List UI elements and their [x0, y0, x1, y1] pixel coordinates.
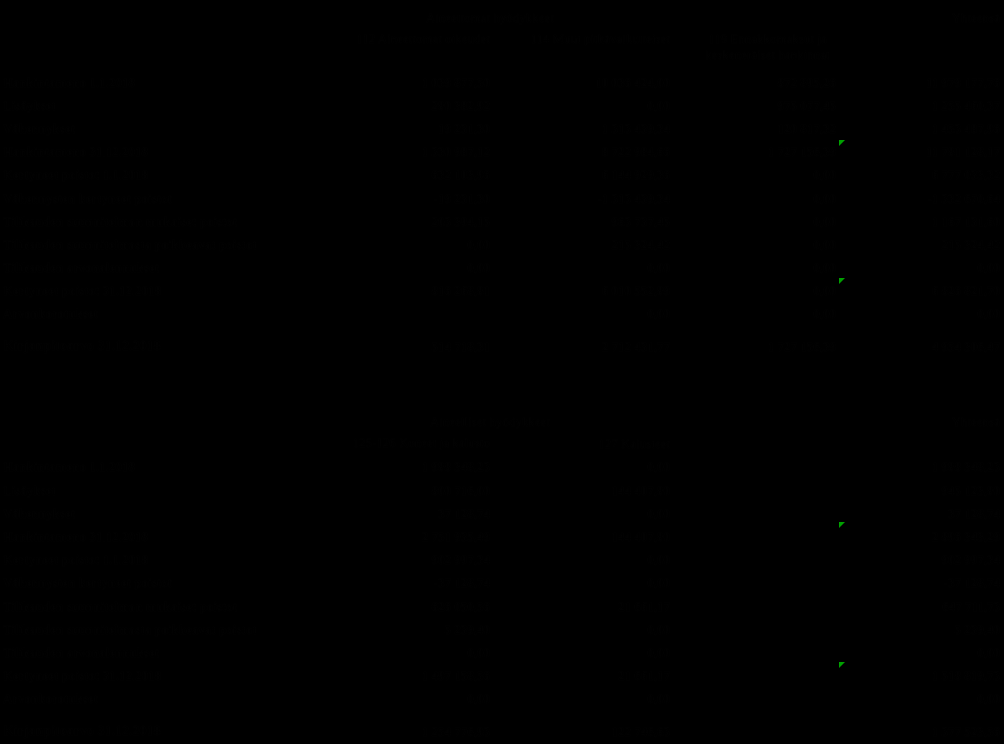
row-label: Arvonkorotukset	[3, 691, 99, 706]
cell-col3[interactable]: 120 817,32	[777, 121, 836, 136]
cell-col2[interactable]: -1 313 439,34	[597, 191, 670, 206]
cell-col2[interactable]: 0,00	[647, 645, 670, 660]
row-label: Tilikauden suunnitelmasta poikkeavat poistot	[3, 622, 257, 637]
cell-col3[interactable]: 0,00	[813, 191, 836, 206]
cell-col2[interactable]: 0,00	[647, 552, 670, 567]
cell-total[interactable]: 0,00	[977, 645, 1000, 660]
row-label: Kertyneet poistot 1.1.2018	[3, 167, 149, 182]
comment-indicator[interactable]	[839, 140, 845, 146]
row-label: Lisäykset	[3, 98, 56, 113]
row-label: Kertyneet poistot 31.12.2018	[3, 283, 162, 298]
row-label: Tilikauden arvonalennukset	[3, 645, 160, 660]
cell-total[interactable]: 0,00	[977, 260, 1000, 275]
cell-col1[interactable]: 0,00	[467, 260, 490, 275]
cell-col1[interactable]: 280 382,92	[431, 98, 490, 113]
cell-col2[interactable]: 1 313 439,34	[601, 121, 670, 136]
row-label: Vähennykset	[3, 121, 76, 136]
cell-total[interactable]: 6 826 821,70	[931, 283, 1000, 298]
cell-col1[interactable]: 19 231,30	[438, 121, 490, 136]
cell-col2[interactable]: 122 746,63	[611, 724, 670, 739]
cell-total[interactable]: 0,00	[977, 691, 1000, 706]
cell-total[interactable]: 5 239,40	[954, 622, 1000, 637]
cell-total[interactable]: 2 896 343,29	[931, 529, 1000, 544]
cell-col2[interactable]: 144 407,80	[611, 483, 670, 498]
cell-col2[interactable]: 10 036 424,00	[595, 75, 670, 90]
row-label: Vähennykset	[3, 506, 76, 521]
cell-total[interactable]: 1 377 523,56	[931, 724, 1000, 739]
cell-total[interactable]: 1 167 131,60	[931, 214, 1000, 229]
row-label: Kertyneet poistot 31.12.2018	[3, 668, 162, 683]
cell-col1[interactable]: 632 103,96	[431, 167, 490, 182]
s1-col1-header: 112 Aineettomat oikeudet	[356, 31, 490, 46]
cell-col1[interactable]: 902 997,34	[431, 552, 490, 567]
cell-col1[interactable]: 203 394,15	[431, 214, 490, 229]
cell-col3[interactable]: 0,00	[813, 214, 836, 229]
cell-total[interactable]: 11 979 177,76	[925, 75, 1000, 90]
cell-total[interactable]: 1 518 819,73	[931, 668, 1000, 683]
cell-col3[interactable]: 975 077,45	[777, 98, 836, 113]
cell-col3[interactable]: 0,00	[813, 283, 836, 298]
cell-col2[interactable]: 2 712 431,77	[601, 339, 670, 354]
cell-col1[interactable]: 37 128,74	[438, 506, 490, 521]
cell-total[interactable]: 215 324,42	[941, 237, 1000, 252]
cell-col3[interactable]: 0,00	[813, 237, 836, 252]
cell-col1[interactable]: 1 039 877,50	[421, 75, 490, 90]
cell-col3[interactable]: 0,00	[813, 260, 836, 275]
cell-col2[interactable]: 215 324,42	[611, 237, 670, 252]
cell-col1[interactable]: -37 128,74	[433, 575, 490, 590]
cell-total[interactable]: 1 988 348,23	[931, 459, 1000, 474]
cell-col2[interactable]: 6 144 929,36	[601, 167, 670, 182]
s1-col2-header: 114 Muut pitkävaikutteiset	[530, 31, 670, 46]
cell-col2[interactable]: 21 661,17	[618, 668, 670, 683]
s1-col3-header-line1: 119 Ennakkomaksut ja	[708, 31, 827, 46]
comment-indicator[interactable]	[839, 662, 845, 668]
s2-col1-header: 125-126 Koneet ja kalusto	[352, 435, 490, 450]
row-label: Tilikauden suunnitelman mukaiset poistot	[3, 599, 238, 614]
s1-col3-header-line2: keskeneräiset hankinnat	[705, 47, 830, 62]
s2-group-header: Aineelliset hyödykkeet	[429, 414, 551, 429]
cell-col3[interactable]: 1 727 156,39	[767, 144, 836, 159]
cell-total[interactable]: 647 711,73	[942, 599, 1000, 614]
row-label: Tilikauden suunnitelmasta poikkeavat poistot	[3, 237, 257, 252]
cell-col1[interactable]: -19 231,30	[433, 191, 490, 206]
cell-total[interactable]: 0,00	[977, 306, 1000, 321]
row-label: Hankintameno 31.12.2018	[3, 144, 148, 159]
s2-col2-header: 127 Kalusteet	[598, 436, 670, 451]
cell-col1[interactable]: 2 751 935,49	[421, 529, 490, 544]
cell-col2[interactable]: 0,00	[647, 575, 670, 590]
cell-col2[interactable]: 0,00	[647, 98, 670, 113]
cell-col1[interactable]: 626 050,56	[431, 599, 490, 614]
cell-col2[interactable]: 0,00	[647, 306, 670, 321]
row-label: Vähennysten kertyneet poistot	[3, 191, 172, 206]
cell-total[interactable]: 902 997,34	[941, 552, 1000, 567]
comment-indicator[interactable]	[839, 278, 845, 284]
cell-total[interactable]: -1 332 670,64	[927, 191, 1000, 206]
cell-total[interactable]: 1 255 460,37	[931, 98, 1000, 113]
row-label: Tilikauden suunnitelman mukaiset poistot	[3, 214, 238, 229]
cell-total[interactable]: 1 453 487,96	[931, 121, 1000, 136]
comment-indicator[interactable]	[839, 522, 845, 528]
row-label: Vähennysten kertyneet poistot	[3, 575, 172, 590]
cell-col1[interactable]: 0,00	[467, 237, 490, 252]
s2-total-header: Yhteensä	[951, 414, 1000, 429]
book-value-label: Kirjanpitoarvo 31.12.2018	[3, 339, 161, 354]
cell-total[interactable]: 4 954 306,47	[931, 339, 1000, 354]
cell-col3[interactable]: 1 727 156,39	[767, 339, 836, 354]
s1-group-header: Aineettomat hyödykkeet	[425, 10, 555, 25]
cell-col1[interactable]: 0,00	[467, 645, 490, 660]
cell-col2[interactable]: 21 661,17	[618, 599, 670, 614]
s1-total-header: Yhteensä	[951, 10, 1000, 25]
cell-total[interactable]: 37 128,74	[948, 506, 1000, 521]
cell-col2[interactable]: 0,00	[647, 622, 670, 637]
row-label: Kertyneet poistot 1.1.2018	[3, 552, 149, 567]
cell-col2[interactable]: 0,00	[647, 260, 670, 275]
row-label: Hankintameno 31.12.2018	[3, 529, 148, 544]
row-label: Hankintameno 1.1.2018	[3, 459, 135, 474]
row-label: Hankintameno 1.1.2018	[3, 75, 135, 90]
cell-col1[interactable]: 1 330 987,12	[421, 144, 490, 159]
cell-col2[interactable]: 0,00	[647, 459, 670, 474]
row-label: Arvonkorotukset	[3, 306, 99, 321]
cell-col1[interactable]: 514 718,31	[431, 339, 490, 354]
cell-col3[interactable]: 872 895,26	[777, 75, 836, 90]
cell-col2[interactable]: 0,00	[647, 506, 670, 521]
cell-col2[interactable]: 144 407,80	[611, 529, 670, 544]
cell-col2[interactable]: 8 722 984,66	[601, 144, 670, 159]
cell-col3[interactable]: 0,00	[813, 306, 836, 321]
cell-col1[interactable]: 1 497 158,56	[421, 668, 490, 683]
cell-total[interactable]: 6 777 033,32	[931, 167, 1000, 182]
cell-col3[interactable]: 0,00	[813, 167, 836, 182]
cell-col2[interactable]: 0,00	[647, 691, 670, 706]
cell-total[interactable]: -37 128,74	[943, 575, 1000, 590]
book-value-label: Kirjanpitoarvo 31.12.2018	[3, 724, 161, 739]
cell-col2[interactable]: 963 737,45	[611, 214, 670, 229]
row-label: Tilikauden arvonalennukset	[3, 260, 160, 275]
cell-total[interactable]: 945 123,80	[941, 483, 1000, 498]
cell-col1[interactable]: 1 988 348,23	[421, 459, 490, 474]
cell-col1[interactable]: 5 239,40	[444, 622, 490, 637]
cell-col2[interactable]: 6 010 552,89	[601, 283, 670, 298]
cell-col1[interactable]: 1 254 776,93	[421, 724, 490, 739]
row-label: Lisäykset	[3, 483, 56, 498]
cell-col1[interactable]: 800 716,00	[431, 483, 490, 498]
cell-total[interactable]: 11 781 128,17	[925, 144, 1000, 159]
cell-col1[interactable]: 0,00	[467, 691, 490, 706]
cell-col1[interactable]: 816 268,81	[431, 283, 490, 298]
